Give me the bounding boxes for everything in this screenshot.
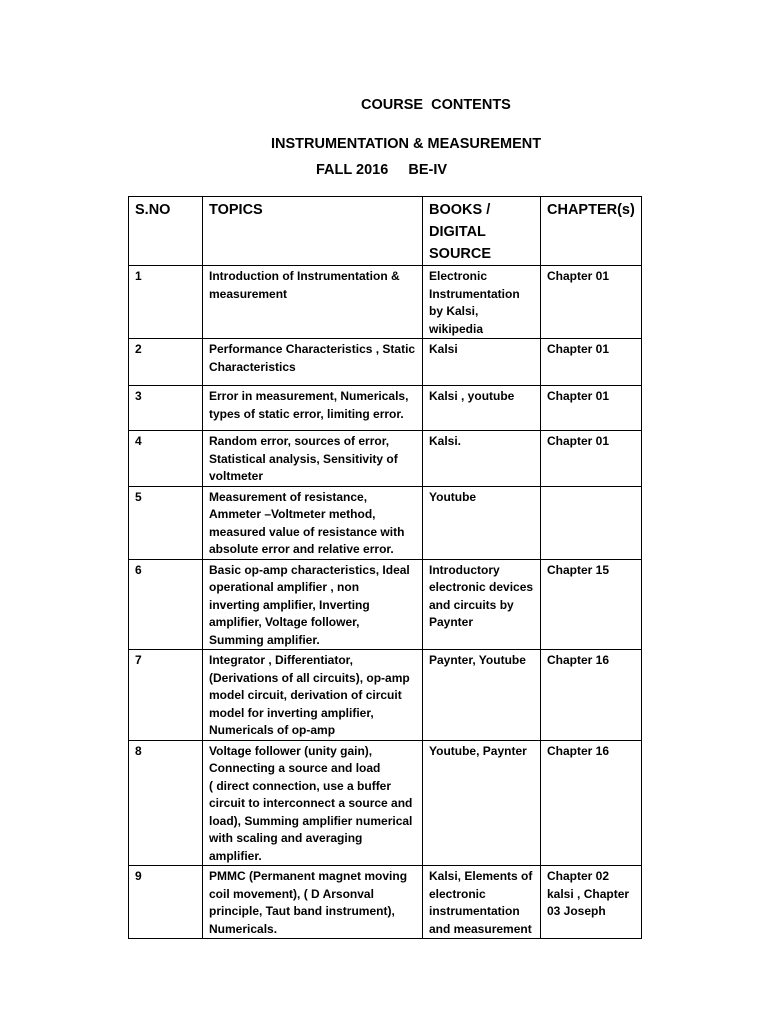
cell-books: Kalsi, Elements of electronic instrumentation and measurement: [423, 866, 541, 939]
table-row: [129, 559, 642, 650]
cell-topics: Introduction of Instrumentation & measurement: [203, 266, 423, 339]
subject-title: INSTRUMENTATION & MEASUREMENT: [271, 136, 542, 152]
cell-books: Kalsi , youtube: [423, 386, 541, 431]
cell-books: Introductory electronic devices and circuits by Paynter: [423, 559, 541, 650]
cell-chapter: Chapter 01: [541, 266, 642, 339]
cell-chapter: Chapter 01: [541, 339, 642, 386]
table-row: [129, 339, 642, 386]
cell-sno: 6: [129, 559, 203, 650]
cell-chapter: Chapter 16: [541, 740, 642, 866]
cell-sno: 8: [129, 740, 203, 866]
column-header-sno: S.NO: [129, 197, 203, 266]
cell-sno: 5: [129, 486, 203, 559]
column-header-chapters: CHAPTER(s): [541, 197, 642, 266]
cell-topics: Voltage follower (unity gain), Connecting a source and load ( direct connection, use a buffer circuit to interconnect a source and load), Summing amplifier numerical with scaling and averaging amplifier.: [203, 740, 423, 866]
column-header-books: BOOKS / DIGITAL SOURCE: [423, 197, 541, 266]
cell-sno: 2: [129, 339, 203, 386]
cell-topics: Performance Characteristics , Static Characteristics: [203, 339, 423, 386]
cell-chapter: Chapter 01: [541, 386, 642, 431]
cell-sno: 7: [129, 650, 203, 741]
course-contents-table: [128, 196, 642, 939]
cell-topics: Error in measurement, Numericals, types of static error, limiting error.: [203, 386, 423, 431]
cell-topics: PMMC (Permanent magnet moving coil movement), ( D Arsonval principle, Taut band instrument), Numericals.: [203, 866, 423, 939]
cell-books: Paynter, Youtube: [423, 650, 541, 741]
cell-chapter: Chapter 02 kalsi , Chapter 03 Joseph: [541, 866, 642, 939]
cell-chapter: Chapter 15: [541, 559, 642, 650]
cell-chapter: Chapter 01: [541, 431, 642, 487]
cell-sno: 4: [129, 431, 203, 487]
cell-sno: 3: [129, 386, 203, 431]
document-title: COURSE CONTENTS: [361, 97, 511, 113]
table-header-row: [129, 197, 642, 266]
table-row: [129, 386, 642, 431]
cell-topics: Measurement of resistance, Ammeter –Voltmeter method, measured value of resistance with absolute error and relative error.: [203, 486, 423, 559]
cell-sno: 1: [129, 266, 203, 339]
term-title: FALL 2016 BE-IV: [316, 162, 448, 178]
cell-chapter: Chapter 16: [541, 650, 642, 741]
cell-topics: Integrator , Differentiator, (Derivations of all circuits), op-amp model circuit, derivation of circuit model for inverting amplifier, Numericals of op-amp: [203, 650, 423, 741]
cell-sno: 9: [129, 866, 203, 939]
cell-books: Kalsi: [423, 339, 541, 386]
cell-topics: Basic op-amp characteristics, Ideal operational amplifier , non inverting amplifier, Inverting amplifier, Voltage follower, Summing amplifier.: [203, 559, 423, 650]
cell-books: Youtube: [423, 486, 541, 559]
column-header-topics: TOPICS: [203, 197, 423, 266]
table-row: [129, 740, 642, 866]
table-row: [129, 866, 642, 939]
table-row: [129, 266, 642, 339]
table-row: [129, 431, 642, 487]
table-row: [129, 650, 642, 741]
cell-books: Kalsi.: [423, 431, 541, 487]
cell-topics: Random error, sources of error, Statistical analysis, Sensitivity of voltmeter: [203, 431, 423, 487]
table-row: [129, 486, 642, 559]
cell-chapter: [541, 486, 642, 559]
cell-books: Electronic Instrumentation by Kalsi, wikipedia: [423, 266, 541, 339]
cell-books: Youtube, Paynter: [423, 740, 541, 866]
